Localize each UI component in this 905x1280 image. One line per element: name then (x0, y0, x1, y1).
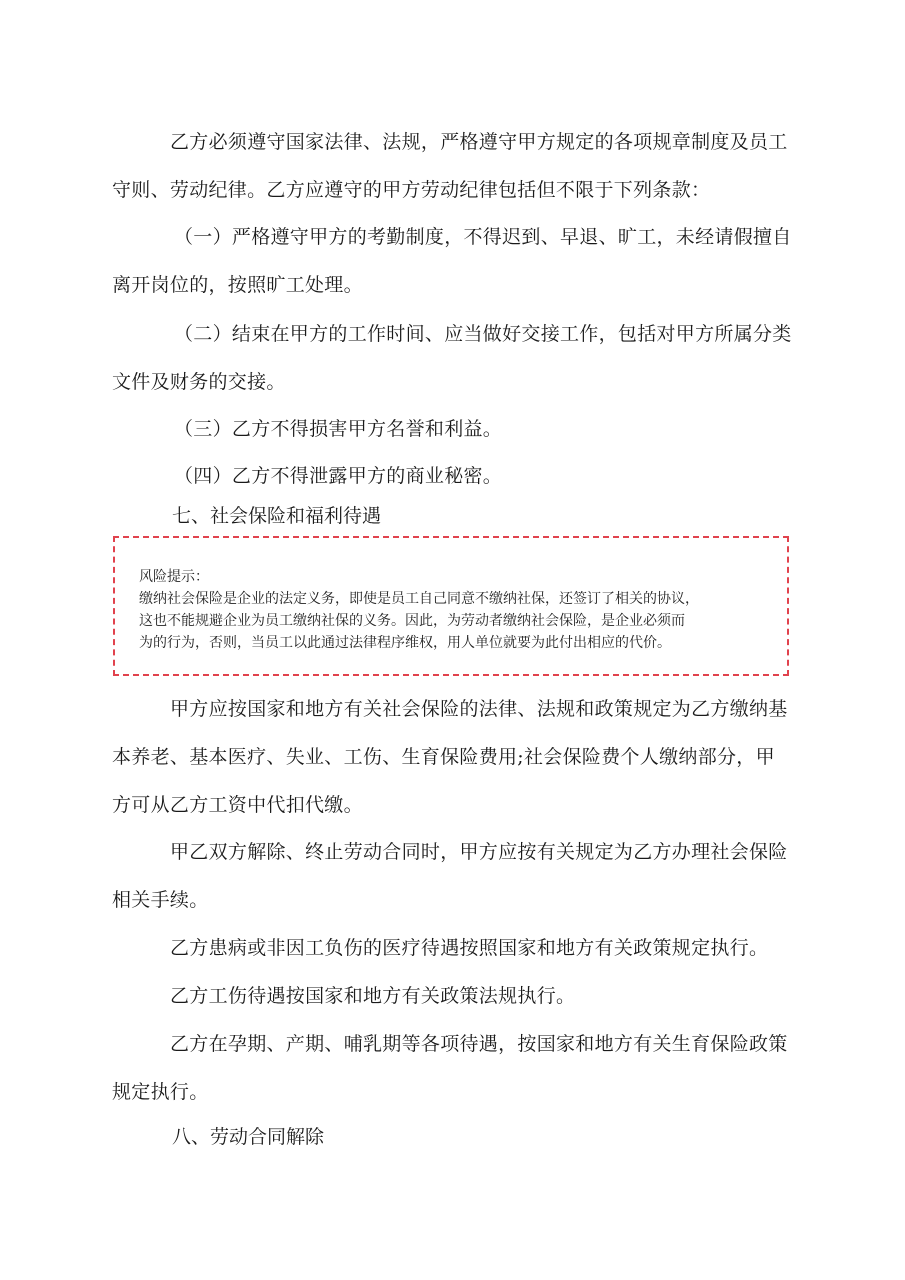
paragraph-work-injury (112, 972, 792, 1020)
risk-notice-box (113, 536, 789, 676)
paragraph-line: 相关手续。 (112, 889, 209, 911)
paragraph-discipline (112, 118, 792, 214)
risk-notice-line: 缴纳社会保险是企业的法定义务，即使是员工自己同意不缴纳社保，还签订了相关的协议， (139, 591, 699, 607)
paragraph-handover (112, 310, 792, 406)
paragraph-termination-procedures (112, 828, 792, 924)
paragraph-line: 乙方工伤待遇按国家和地方有关政策法规执行。 (170, 985, 576, 1007)
paragraph-line: 规定执行。 (112, 1081, 209, 1103)
risk-notice-text (139, 566, 779, 654)
paragraph-line: 甲乙双方解除、终止劳动合同时，甲方应按有关规定为乙方办理社会保险 (170, 841, 788, 863)
paragraph-secrets (112, 452, 792, 500)
paragraph-line: 甲方应按国家和地方有关社会保险的法律、法规和政策规定为乙方缴纳基 (170, 698, 788, 720)
section-heading-7: 七、社会保险和福利待遇 (172, 505, 382, 527)
paragraph-line: 文件及财务的交接。 (112, 371, 286, 393)
risk-notice-title: 风险提示： (139, 569, 209, 585)
paragraph-medical (112, 924, 792, 972)
risk-notice-line: 这也不能规避企业为员工缴纳社保的义务。因此，为劳动者缴纳社会保险，是企业必须而 (139, 613, 685, 629)
paragraph-line: 离开岗位的，按照旷工处理。 (112, 274, 363, 296)
paragraph-line: 方可从乙方工资中代扣代缴。 (112, 794, 363, 816)
paragraph-line: 乙方必须遵守国家法律、法规，严格遵守甲方规定的各项规章制度及员工 (170, 131, 788, 153)
paragraph-social-insurance (112, 685, 792, 829)
paragraph-line: 守则、劳动纪律。乙方应遵守的甲方劳动纪律包括但不限于下列条款： (112, 179, 711, 201)
paragraph-line: （四）乙方不得泄露甲方的商业秘密。 (174, 465, 503, 487)
paragraph-line: （二）结束在甲方的工作时间、应当做好交接工作，包括对甲方所属分类 (174, 323, 792, 345)
paragraph-attendance (112, 213, 792, 309)
paragraph-maternity (112, 1020, 792, 1116)
paragraph-line: 乙方患病或非因工负伤的医疗待遇按照国家和地方有关政策规定执行。 (170, 937, 769, 959)
paragraph-line: 本养老、基本医疗、失业、工伤、生育保险费用;社会保险费个人缴纳部分，甲 (112, 746, 775, 768)
paragraph-reputation (112, 405, 792, 453)
paragraph-line: 乙方在孕期、产期、哺乳期等各项待遇，按国家和地方有关生育保险政策 (170, 1033, 788, 1055)
paragraph-line: （一）严格遵守甲方的考勤制度，不得迟到、早退、旷工，未经请假擅自 (174, 226, 792, 248)
section-heading-8: 八、劳动合同解除 (172, 1126, 325, 1148)
paragraph-line: （三）乙方不得损害甲方名誉和利益。 (174, 418, 503, 440)
risk-notice-line: 为的行为，否则，当员工以此通过法律程序维权，用人单位就要为此付出相应的代价。 (139, 635, 671, 651)
